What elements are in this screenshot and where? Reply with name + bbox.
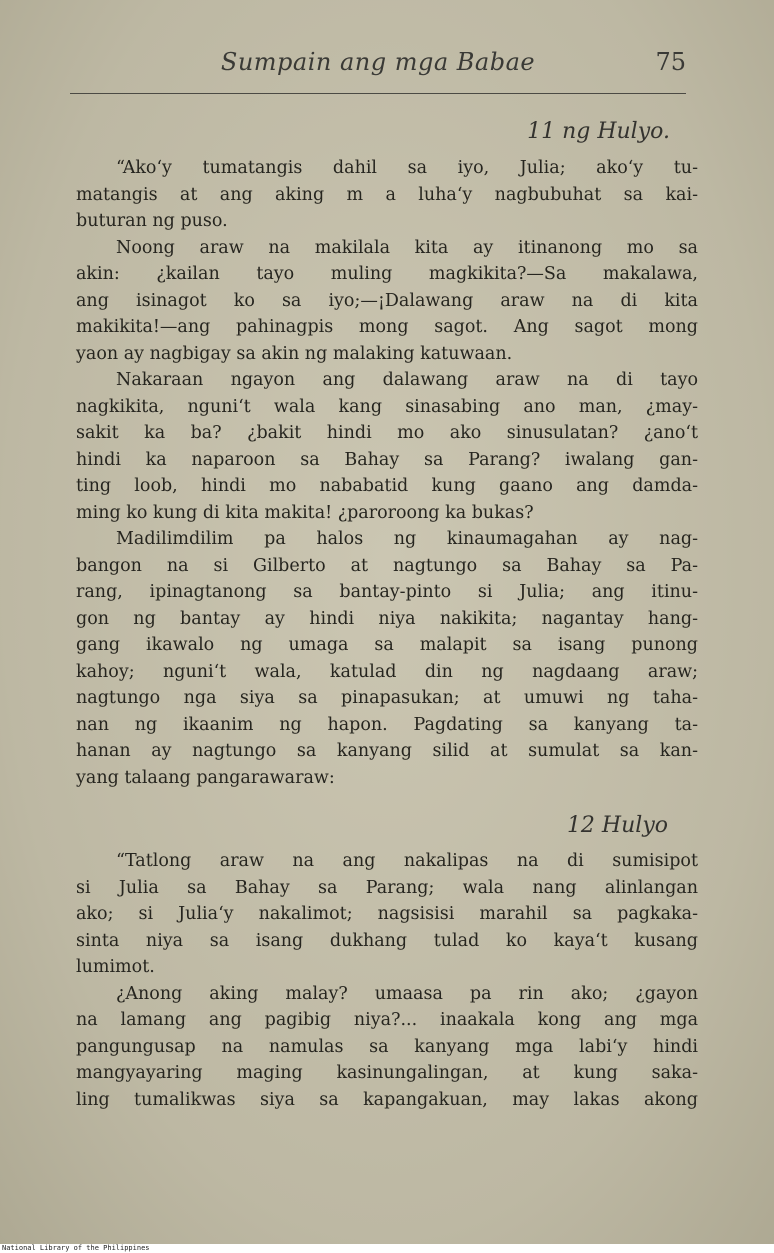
page-number: 75 bbox=[655, 48, 686, 76]
text-line: makikita!—ang pahinagpis mong sagot. Ang sagot mong bbox=[76, 317, 698, 337]
text-line: ling tumalikwas siya sa kapangakuan, may lakas akong bbox=[76, 1089, 698, 1110]
diary-entry-date: 11 ng Hulyo. bbox=[527, 119, 670, 144]
text-line: nagtungo nga siya sa pinapasukan; at umuwi ng taha- bbox=[76, 688, 698, 708]
text-line: buturan ng puso. bbox=[76, 211, 228, 231]
running-title: Sumpain ang mga Babae bbox=[220, 48, 536, 76]
text-line: Noong araw na makilala kita ay itinanong mo sa bbox=[116, 237, 698, 258]
text-line: hanan ay nagtungo sa kanyang silid at sumulat sa kan- bbox=[76, 741, 698, 761]
text-line: Nakaraan ngayon ang dalawang araw na di tayo bbox=[116, 370, 698, 390]
text-line: sinta niya sa isang dukhang tulad ko kaya‘t kusang bbox=[76, 930, 698, 951]
text-line: gon ng bantay ay hindi niya nakikita; nagantay hang- bbox=[76, 608, 698, 629]
text-line: gang ikawalo ng umaga sa malapit sa isang punong bbox=[76, 635, 698, 655]
text-line: ako; si Julia‘y nakalimot; nagsisisi marahil sa pagkaka- bbox=[76, 904, 698, 924]
diary-entry-date: 12 Hulyo bbox=[566, 813, 668, 838]
text-line: “Tatlong araw na ang nakalipas na di sumisipot bbox=[116, 851, 698, 871]
text-line: rang, ipinagtanong sa bantay-pinto si Julia; ang itinu- bbox=[76, 582, 698, 602]
text-line: ting loob, hindi mo nababatid kung gaano ang damda- bbox=[76, 476, 698, 496]
text-line: ming ko kung di kita makita! ¿paroroong ka bukas? bbox=[76, 502, 534, 523]
text-line: matangis at ang aking m a luha‘y nagbubuhat sa kai- bbox=[76, 184, 698, 205]
text-line: nagkikita, nguni‘t wala kang sinasabing ano man, ¿may- bbox=[76, 396, 698, 417]
text-line: mangyayaring maging kasinungalingan, at kung saka- bbox=[76, 1063, 698, 1083]
text-line: si Julia sa Bahay sa Parang; wala nang alinlangan bbox=[76, 877, 698, 898]
text-line: kahoy; nguni‘t wala, katulad din ng nagdaang araw; bbox=[76, 661, 698, 682]
text-line: ¿Anong aking malay? umaasa pa rin ako; ¿gayon bbox=[116, 983, 698, 1004]
text-line: hindi ka naparoon sa Bahay sa Parang? iwalang gan- bbox=[76, 449, 698, 470]
text-line: akin: ¿kailan tayo muling magkikita?—Sa makalawa, bbox=[76, 264, 698, 284]
text-line: pangungusap na namulas sa kanyang mga labi‘y hindi bbox=[76, 1036, 698, 1057]
text-line: Madilimdilim pa halos ng kinaumagahan ay nag- bbox=[116, 529, 698, 549]
text-line: yang talaang pangarawaraw: bbox=[76, 767, 335, 788]
text-line: sakit ka ba? ¿bakit hindi mo ako sinusulatan? ¿ano‘t bbox=[76, 423, 698, 443]
text-line: nan ng ikaanim ng hapon. Pagdating sa kanyang ta- bbox=[76, 714, 698, 735]
page-header bbox=[70, 48, 686, 82]
text-line: “Ako‘y tumatangis dahil sa iyo, Julia; ako‘y tu- bbox=[116, 158, 698, 178]
text-line: bangon na si Gilberto at nagtungo sa Bahay sa Pa- bbox=[76, 555, 698, 576]
text-line: ang isinagot ko sa iyo;—¡Dalawang araw na di kita bbox=[76, 290, 698, 311]
library-credit: National Library of the Philippines bbox=[2, 1244, 150, 1252]
diary-entry-body bbox=[76, 848, 698, 1113]
text-line: yaon ay nagbigay sa akin ng malaking katuwaan. bbox=[76, 343, 513, 364]
header-rule bbox=[70, 93, 686, 94]
diary-entry-body bbox=[76, 155, 698, 791]
text-line: lumimot. bbox=[76, 957, 155, 977]
text-line: na lamang ang pagibig niya?... inaakala kong ang mga bbox=[76, 1010, 698, 1030]
